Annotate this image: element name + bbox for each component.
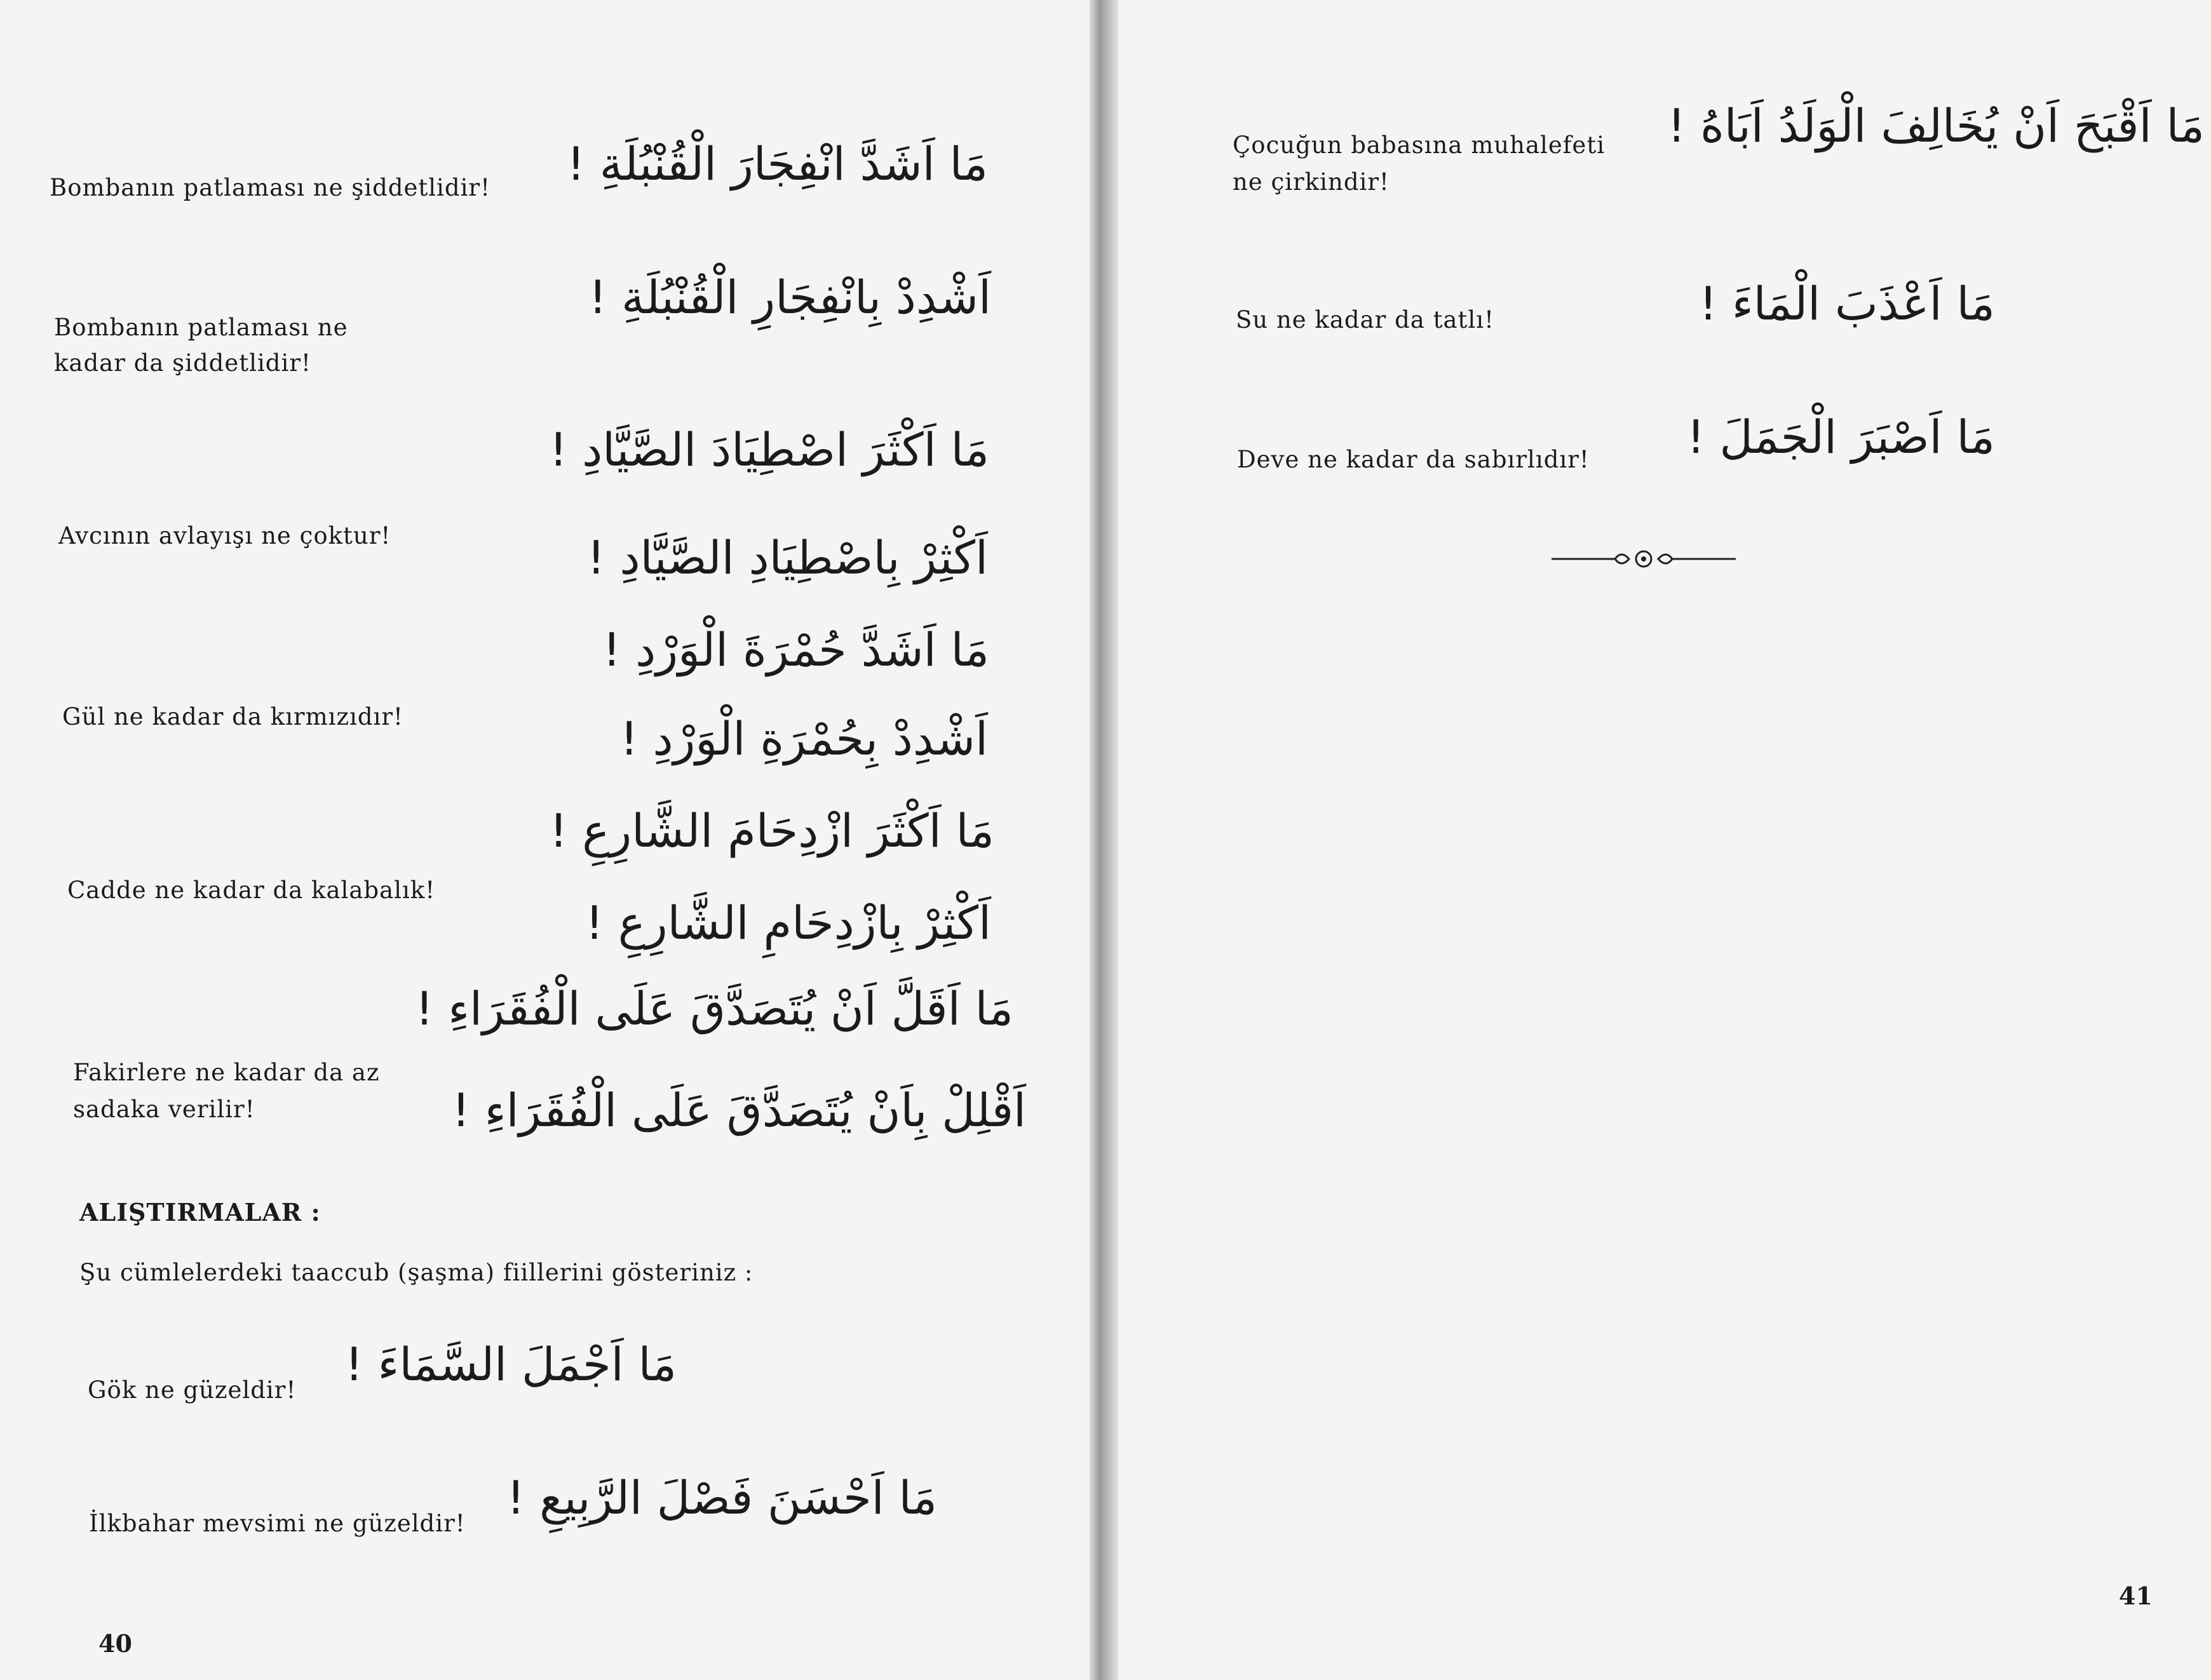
example-3-arabic-1: مَا اَكْثَرَ اصْطِيَادَ الصَّيَّادِ !: [549, 423, 989, 476]
example-6-arabic-1: مَا اَقَلَّ اَنْ يُتَصَدَّقَ عَلَى الْفُقَرَاءِ !: [415, 982, 1013, 1035]
left-page: [0, 0, 1090, 1680]
item-1-turkish: Çocuğun babasına muhalefeti ne çirkindir!: [1233, 131, 1606, 196]
exercise-2-turkish: İlkbahar mevsimi ne güzeldir!: [89, 1510, 466, 1537]
exercise-2-arabic: مَا اَحْسَنَ فَصْلَ الرَّبِيعِ !: [506, 1471, 937, 1524]
item-3-arabic: مَا اَصْبَرَ الْجَمَلَ !: [1686, 410, 1995, 464]
example-4-arabic-2: اَشْدِدْ بِحُمْرَةِ الْوَرْدِ !: [619, 712, 988, 765]
example-2-arabic: اَشْدِدْ بِانْفِجَارِ الْقُنْبُلَةِ !: [588, 271, 991, 324]
example-6-turkish: Fakirlere ne kadar da az sadaka verilir!: [73, 1059, 380, 1123]
exercise-heading: ALIŞTIRMALAR :: [79, 1198, 321, 1226]
example-1-turkish: Bombanın patlaması ne şiddetlidir!: [50, 174, 490, 201]
example-3-arabic-2: اَكْثِرْ بِاصْطِيَادِ الصَّيَّادِ !: [586, 531, 988, 584]
item-2-arabic: مَا اَعْذَبَ الْمَاءَ !: [1699, 277, 1995, 330]
item-1-arabic: مَا اَقْبَحَ اَنْ يُخَالِفَ الْوَلَدُ اَبَاهُ !: [1667, 99, 2205, 152]
exercise-1-turkish: Gök ne güzeldir!: [88, 1376, 297, 1404]
exercise-1-arabic: مَا اَجْمَلَ السَّمَاءَ !: [344, 1338, 677, 1391]
example-4-turkish: Gül ne kadar da kırmızıdır!: [62, 703, 403, 730]
book-gutter: [1090, 0, 1118, 1680]
example-5-arabic-2: اَكْثِرْ بِازْدِحَامِ الشَّارِعِ !: [585, 896, 991, 950]
decorative-divider-icon: [1552, 546, 1736, 572]
item-3-turkish: Deve ne kadar da sabırlıdır!: [1237, 446, 1590, 473]
example-5-arabic-1: مَا اَكْثَرَ ازْدِحَامَ الشَّارِعِ !: [549, 804, 994, 857]
example-1-arabic: مَا اَشَدَّ انْفِجَارَ الْقُنْبُلَةِ !: [567, 137, 988, 191]
example-3-turkish: Avcının avlayışı ne çoktur!: [58, 522, 391, 549]
item-2-turkish: Su ne kadar da tatlı!: [1236, 306, 1494, 333]
right-page: [1118, 0, 2211, 1680]
example-4-arabic-1: مَا اَشَدَّ حُمْرَةَ الْوَرْدِ !: [602, 623, 989, 676]
page-number-right: 41: [2119, 1582, 2153, 1610]
page-number-left: 40: [98, 1629, 132, 1658]
example-6-arabic-2: اَقْلِلْ بِاَنْ يُتَصَدَّقَ عَلَى الْفُقَرَاءِ !: [452, 1084, 1026, 1137]
example-5-turkish: Cadde ne kadar da kalabalık!: [67, 877, 436, 904]
exercise-instruction: Şu cümlelerdeki taaccub (şaşma) fiillerini gösteriniz :: [79, 1259, 754, 1286]
example-2-turkish: Bombanın patlaması ne kadar da şiddetlidir!: [54, 314, 348, 377]
